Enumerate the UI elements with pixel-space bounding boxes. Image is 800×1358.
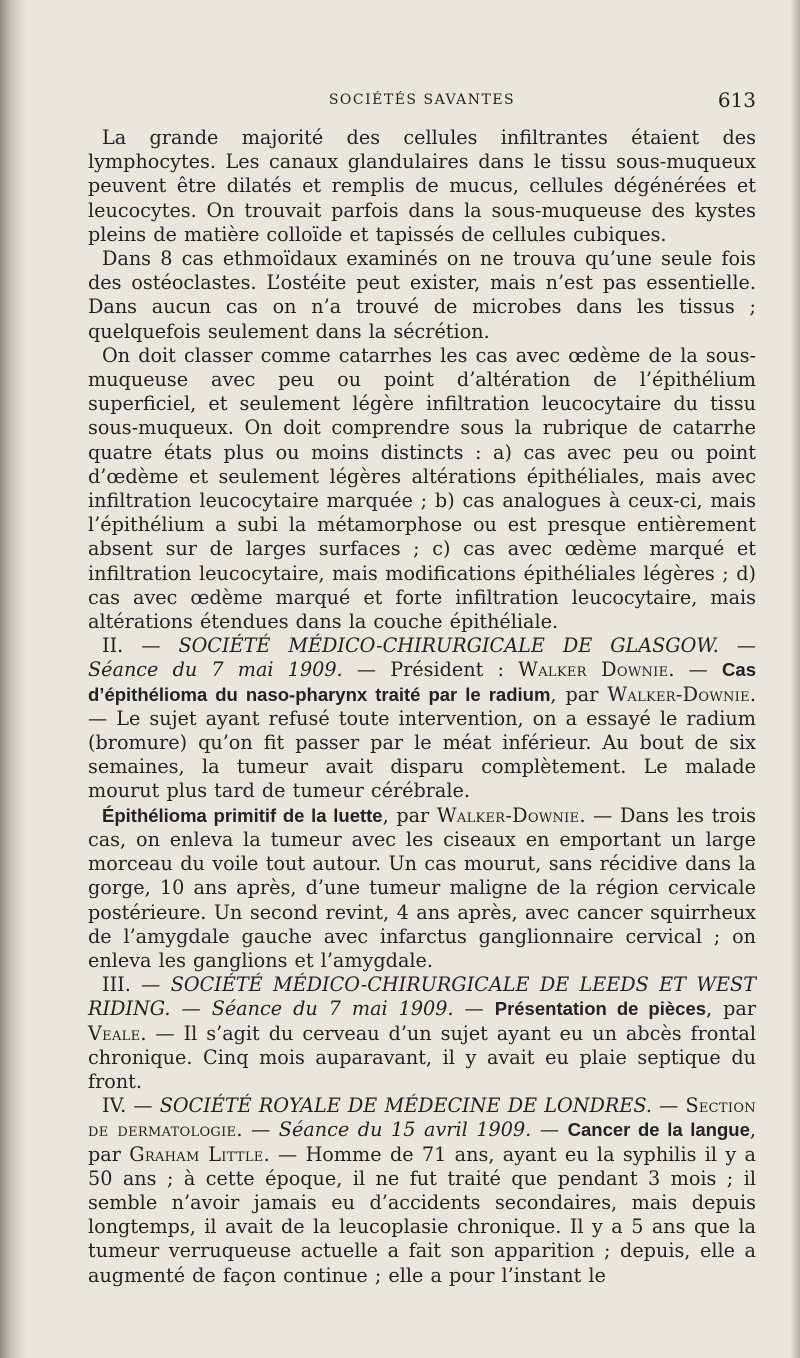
page-number: 613 [717,88,756,112]
scan-shadow-left [0,0,26,1358]
session-date: Séance du 7 mai 1909. [88,658,343,682]
case-title: Cas d’épithélioma du naso-pharynx traité par le radium [88,659,756,705]
running-head: SOCIÉTÉS SAVANTES [328,92,516,108]
text-run: , par [706,997,757,1021]
paragraph-ethmoid-cases: Dans 8 cas ethmoïdaux examinés on ne trouva qu’une seule fois des ostéoclastes. L’ostéite peut exister, mais n’est pas essentielle. Dans aucun cas on n’a trouvé de microbes dans les tissus ; quelquefois seulement dans la sécrétion. [88,247,756,343]
section-number: II. — [102,634,179,658]
text-run: — Président : [342,658,519,682]
text-run: . — [236,1118,279,1142]
text-run: , par [550,682,608,706]
paragraph-catarrh-classification: On doit classer comme catarrhes les cas avec œdème de la sous-muqueuse avec peu ou point d’altération de l’épithélium superficiel, et seulement légère infiltration leucocytaire du tissu sous-muqueux. On doit comprendre sous la rubrique de catarrhe quatre états plus ou moins distincts : a) cas avec peu ou point d’œdème et seulement légères altérations épithéliales, mais avec infiltration leucocytaire marquée ; b) cas analogues à ceux-ci, mais l’épithélium a subi la métamorphose ou est presque entièrement absent sur de larges surfaces ; c) cas avec œdème marqué et infiltration leucocytaire, mais modifications épithéliales légères ; d) cas avec œdème marqué et forte infiltration leucocytaire, mais altérations étendues dans la couche épithéliale. [88,343,756,634]
section-number: III. — [102,973,171,997]
case-title: Épithélioma primitif de la luette [102,804,383,826]
paragraph-cell-description: La grande majorité des cellules infiltrantes étaient des lymphocytes. Les canaux glandulaires dans le tissu sous-muqueux peuvent être dilatés et remplis de mucus, cellules dégénérées et leucocytes. On trouvait parfois dans la sous-muqueuse des kystes pleins de matière colloïde et tapissés de cellules cubiques. [88,126,756,246]
text-run: — [651,1094,686,1118]
text-run: — [718,634,756,658]
paragraph-uvula-epithelioma [88,804,756,973]
text-run: — [453,997,495,1021]
page-header [88,88,756,118]
text-run: . — Le sujet ayant refusé toute intervention, on a essayé le radium (bromure) qu’on fit passer par le méat inférieur. Au bout de six semaines, la tumeur avait disparu complètement. Le malade mourut plus tard de tumeur cérébrale. [88,682,756,803]
text-run: . — Dans les trois cas, on enleva la tumeur avec les ciseaux en emportant un large morceau du voile tout autour. Un cas mourut, sans récidive dans la gorge, 10 ans après, d’une tumeur maligne de la région cervicale postérieure. Un second revint, 4 ans après, avec cancer squirrheux de l’amygdale gauche avec infarctus ganglionnaire cervical ; on enleva les ganglions et l’amygdale. [88,803,756,972]
text-run: — [531,1118,568,1142]
text-run: . — Homme de 71 ans, ayant eu la syphilis il y a 50 ans ; à cette époque, il ne fut traité que pendant 3 mois ; il semble n’avoir jamais eu d’accidents secondaires, mais depuis longtemps, il avait de la leucoplasie chronique. Il y a 5 ans que la tumeur verruqueuse actuelle a fait son apparition ; depuis, elle a augmenté de façon continue ; elle a pour l’instant le [88,1142,757,1287]
body-text [88,126,756,1288]
case-title: Cancer de la langue [567,1119,750,1141]
president-name: Walker Downie [518,658,669,682]
text-run: , par [382,803,437,827]
section-number: IV. — [102,1094,160,1118]
section-leeds [88,973,756,1094]
text-run: , par [88,1118,756,1166]
session-date: Séance du 7 mai 1909. [211,997,454,1021]
text-run: — [170,997,212,1021]
case-title: Présentation de pièces [494,998,707,1020]
section-london [88,1094,756,1288]
author-name: Walker-Downie [607,682,750,706]
author-name: Graham Little [129,1142,264,1166]
session-date: Séance du 15 avril 1909. [278,1118,532,1142]
society-name: SOCIÉTÉ MÉDICO-CHIRURGICALE DE LEEDS ET WEST RIDING. [88,973,756,1021]
author-name: Veale [88,1021,141,1045]
book-page [88,88,756,1288]
text-run: . — [668,658,723,682]
scan-shadow-right [790,0,800,1358]
author-name: Walker-Downie [436,803,580,827]
section-name: Section de dermatologie [88,1094,756,1142]
text-run: . — Il s’agit du cerveau d’un sujet ayant eu un abcès frontal chronique. Cinq mois auparavant, il y avait eu plaie septique du front. [88,1021,756,1093]
society-name: SOCIÉTÉ MÉDICO-CHIRURGICALE DE GLASGOW. [178,634,719,658]
society-name: SOCIÉTÉ ROYALE DE MÉDECINE DE LONDRES. [159,1094,652,1118]
section-glasgow [88,634,756,803]
